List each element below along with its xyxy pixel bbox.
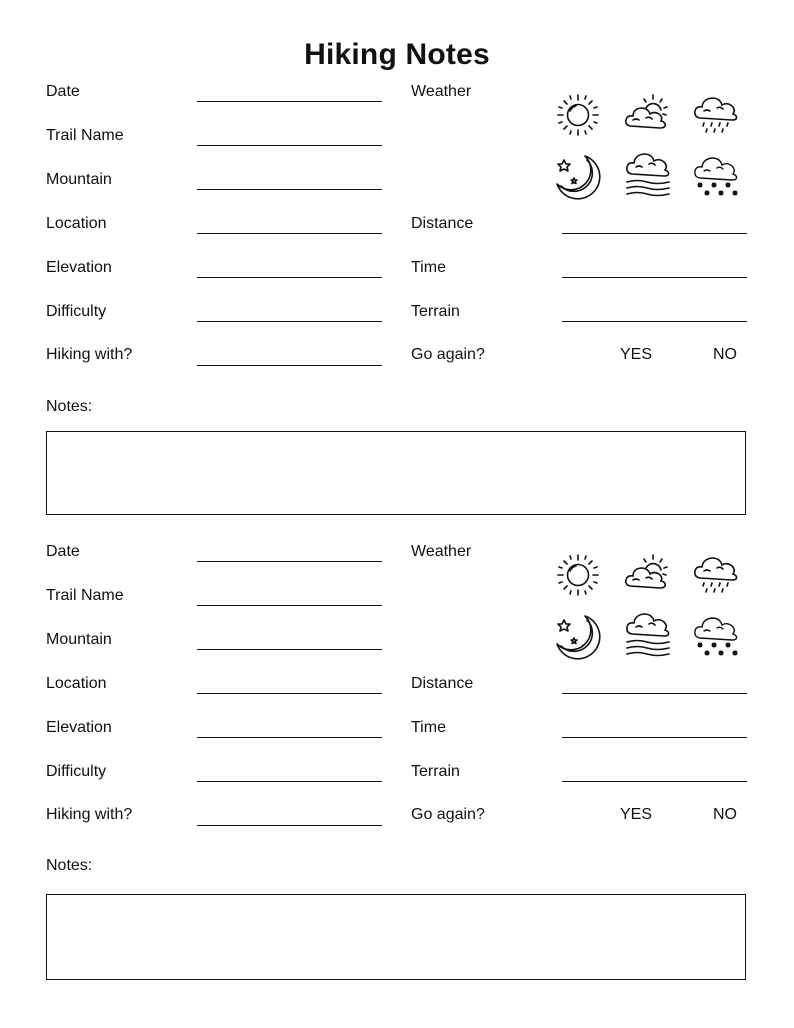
elevation-line[interactable] (197, 737, 382, 738)
difficulty-line[interactable] (197, 781, 382, 782)
yes-option[interactable]: YES (620, 806, 653, 823)
sun-icon[interactable] (552, 90, 604, 140)
terrain-label: Terrain (411, 763, 460, 780)
time-label: Time (411, 719, 446, 736)
distance-label: Distance (411, 215, 474, 232)
page-title: Hiking Notes (304, 38, 490, 71)
hiking-with-line[interactable] (197, 365, 382, 366)
date-label: Date (46, 543, 80, 560)
snow-icon[interactable] (690, 612, 742, 662)
mountain-line[interactable] (197, 649, 382, 650)
trail-name-label: Trail Name (46, 587, 124, 604)
hiking-with-line[interactable] (197, 825, 382, 826)
date-line[interactable] (197, 101, 382, 102)
location-line[interactable] (197, 233, 382, 234)
moon-icon[interactable] (552, 152, 604, 202)
elevation-label: Elevation (46, 259, 112, 276)
difficulty-line[interactable] (197, 321, 382, 322)
mountain-label: Mountain (46, 171, 112, 188)
distance-line[interactable] (562, 233, 747, 234)
trail-name-line[interactable] (197, 605, 382, 606)
moon-icon[interactable] (552, 612, 604, 662)
rain-icon[interactable] (690, 90, 742, 140)
weather-label: Weather (411, 83, 472, 100)
no-option[interactable]: NO (713, 806, 737, 823)
hiking-entry-2 (0, 460, 794, 920)
hiking-entry-1 (0, 0, 794, 460)
weather-label: Weather (411, 543, 472, 560)
snow-icon[interactable] (690, 152, 742, 202)
elevation-label: Elevation (46, 719, 112, 736)
yes-option[interactable]: YES (620, 346, 653, 363)
terrain-label: Terrain (411, 303, 460, 320)
notes-label: Notes: (46, 398, 93, 415)
elevation-line[interactable] (197, 277, 382, 278)
notes-box[interactable] (46, 894, 746, 980)
date-line[interactable] (197, 561, 382, 562)
hiking-with-label: Hiking with? (46, 346, 133, 363)
terrain-line[interactable] (562, 321, 747, 322)
terrain-line[interactable] (562, 781, 747, 782)
time-label: Time (411, 259, 446, 276)
location-label: Location (46, 215, 107, 232)
trail-name-label: Trail Name (46, 127, 124, 144)
go-again-label: Go again? (411, 806, 485, 823)
location-line[interactable] (197, 693, 382, 694)
go-again-label: Go again? (411, 346, 485, 363)
notes-label: Notes: (46, 857, 93, 874)
difficulty-label: Difficulty (46, 763, 107, 780)
partly-cloudy-icon[interactable] (622, 90, 674, 140)
hiking-with-label: Hiking with? (46, 806, 133, 823)
wind-icon[interactable] (622, 152, 674, 202)
partly-cloudy-icon[interactable] (622, 550, 674, 600)
mountain-line[interactable] (197, 189, 382, 190)
date-label: Date (46, 83, 80, 100)
distance-label: Distance (411, 675, 474, 692)
time-line[interactable] (562, 737, 747, 738)
wind-icon[interactable] (622, 612, 674, 662)
location-label: Location (46, 675, 107, 692)
time-line[interactable] (562, 277, 747, 278)
no-option[interactable]: NO (713, 346, 737, 363)
sun-icon[interactable] (552, 550, 604, 600)
mountain-label: Mountain (46, 631, 112, 648)
distance-line[interactable] (562, 693, 747, 694)
trail-name-line[interactable] (197, 145, 382, 146)
rain-icon[interactable] (690, 550, 742, 600)
difficulty-label: Difficulty (46, 303, 107, 320)
